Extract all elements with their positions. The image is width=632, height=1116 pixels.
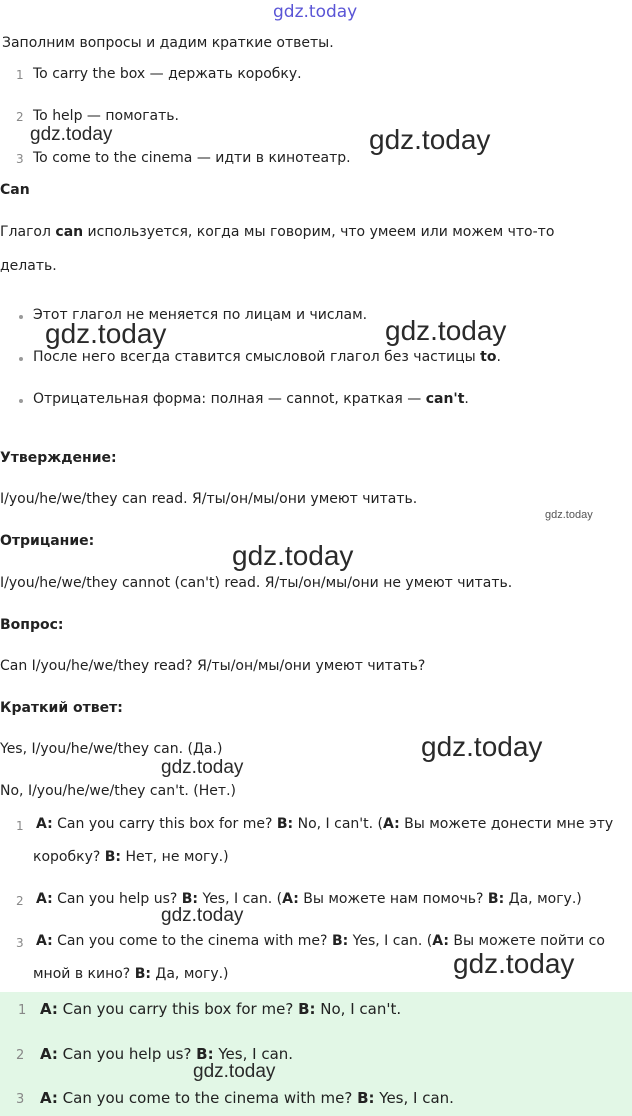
list-item: To come to the cinema — идти в кинотеатр. [33, 150, 351, 166]
short-answer-no: No, I/you/he/we/they can't. (Нет.) [0, 783, 236, 799]
watermark: gdz.today [232, 540, 354, 571]
bullet-dot [19, 399, 23, 403]
list-number: 1 [16, 68, 24, 82]
affirmative-text: I/you/he/we/they can read. Я/ты/он/мы/они умеют читать. [0, 491, 418, 507]
can-description-cont: делать. [0, 258, 57, 274]
intro-text: Заполним вопросы и дадим краткие ответы. [2, 35, 334, 51]
list-item: To carry the box — держать коробку. [33, 66, 302, 82]
list-number: 2 [16, 110, 24, 124]
list-number: 3 [16, 152, 24, 166]
list-item: To help — помогать. [33, 108, 179, 124]
affirmative-heading: Утверждение: [0, 450, 117, 466]
dialogue-item: A: Can you help us? B: Yes, I can. (A: Вы можете нам помочь? B: Да, могу.) [36, 891, 582, 907]
answer-item: A: Can you help us? B: Yes, I can. [40, 1045, 294, 1063]
answer-number: 2 [16, 1048, 25, 1063]
dialogue-item-cont: коробку? B: Нет, не могу.) [33, 849, 229, 865]
dialogue-item: A: Can you carry this box for me? B: No, I can't. (A: Вы можете донести мне эту [36, 816, 614, 832]
section-heading-can: Can [0, 182, 30, 198]
list-number: 1 [16, 819, 24, 833]
question-heading: Вопрос: [0, 617, 64, 633]
watermark: gdz.today [453, 948, 575, 979]
dialogue-item-cont: мной в кино? B: Да, могу.) [33, 966, 229, 982]
negative-text: I/you/he/we/they cannot (can't) read. Я/ты/он/мы/они не умеют читать. [0, 575, 513, 591]
watermark: gdz.today [30, 124, 113, 145]
watermark: gdz.today [369, 124, 491, 155]
dialogue-item: A: Can you come to the cinema with me? B: Yes, I can. (A: Вы можете пойти со [36, 933, 605, 949]
bullet-item: Отрицательная форма: полная — cannot, краткая — can't. [33, 391, 469, 407]
question-text: Can I/you/he/we/they read? Я/ты/он/мы/они умеют читать? [0, 658, 426, 674]
watermark: gdz.today [161, 905, 244, 926]
watermark: gdz.today [385, 315, 507, 346]
bullet-dot [19, 315, 23, 319]
answer-box [0, 992, 632, 1116]
answer-number: 3 [16, 1092, 25, 1107]
answer-number: 1 [18, 1003, 27, 1018]
can-description: Глагол can используется, когда мы говорим, что умеем или можем что-то [0, 224, 555, 240]
watermark: gdz.today [161, 757, 244, 778]
watermark: gdz.today [545, 509, 593, 521]
watermark: gdz.today [421, 731, 543, 762]
answer-item: A: Can you carry this box for me? B: No, I can't. [40, 1000, 402, 1018]
bullet-item: После него всегда ставится смысловой глагол без частицы to. [33, 349, 501, 365]
bullet-item: Этот глагол не меняется по лицам и числам. [33, 307, 368, 323]
short-answer-heading: Краткий ответ: [0, 700, 123, 716]
list-number: 3 [16, 936, 24, 950]
watermark: gdz.today [193, 1061, 276, 1082]
answer-item: A: Can you come to the cinema with me? B: Yes, I can. [40, 1089, 454, 1107]
watermark-top: gdz.today [273, 2, 358, 22]
watermark: gdz.today [45, 318, 167, 349]
bullet-dot [19, 357, 23, 361]
negative-heading: Отрицание: [0, 533, 95, 549]
list-number: 2 [16, 894, 24, 908]
short-answer-yes: Yes, I/you/he/we/they can. (Да.) [0, 741, 223, 757]
